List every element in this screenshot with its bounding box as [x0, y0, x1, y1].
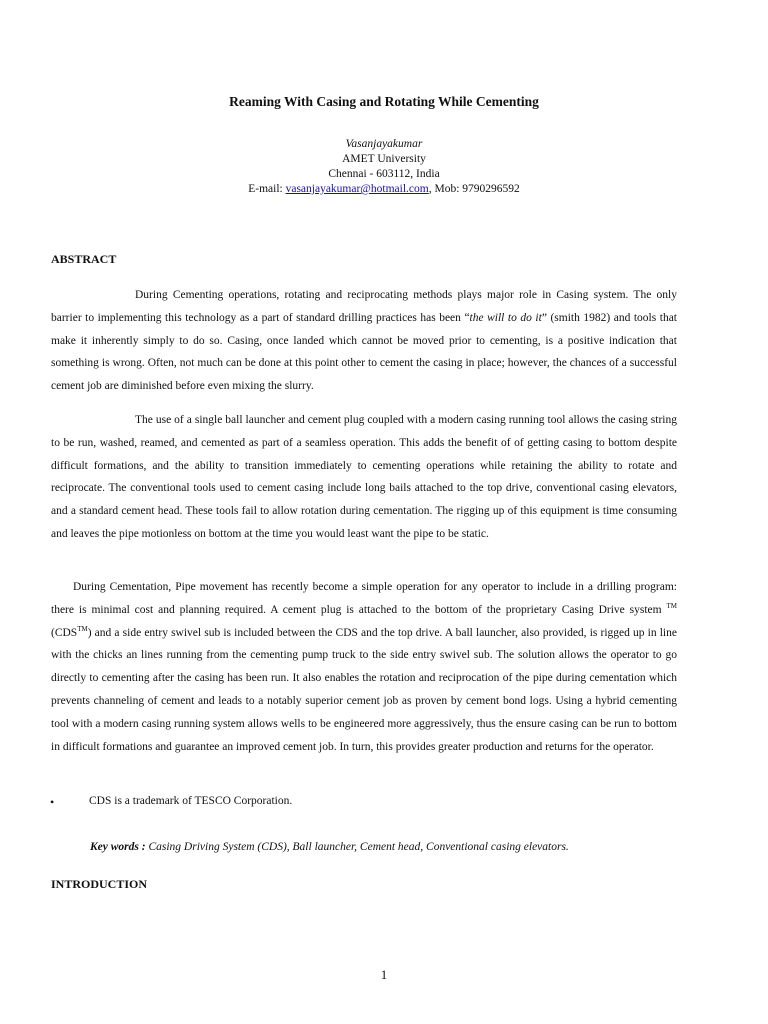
keywords-line [90, 841, 569, 853]
abstract-paragraph-1 [51, 284, 677, 398]
bullet-icon: • [50, 795, 55, 809]
introduction-heading: INTRODUCTION [51, 877, 148, 891]
p1-after: ” (smith 1982) and tools that make it inherently simply to do so. Casing, once landed which cannot be moved prior to cementing, is a positive indication that something is wrong. Often, not much can be done at this point other to cement the casing in place; however, the chances of a successful cement job are diminished before even mixing the slurry. [51, 311, 677, 393]
trademark-superscript: TM [666, 601, 677, 610]
p3-part1: During Cementation, Pipe movement has recently become a simple operation for any operator to include in a drilling program: there is minimal cost and planning required. A cement plug is attached to the bottom of the proprietary Casing Drive system [51, 581, 677, 616]
email-label: E-mail: [248, 183, 286, 195]
p3-part3: ) and a side entry swivel sub is included between the CDS and the top drive. A ball launcher, also provided, is rigged up in line with the chicks an lines running from the cementing pump truck to the side entry swivel sub. The solution allows the operator to go directly to cementing after the casing has been run. It also enables the rotation and reciprocation of the pipe during cementation which prevents channeling of cement and leads to a notably superior cement job as proven by cement bond logs. Using a hybrid cementing tool with a modern casing running system allows wells to be engineered more aggressively, thus the ensure casing can be run to bottom in difficult formations and guarantee an improved cement job. In turn, this provides greater production and returns for the operator. [51, 626, 677, 753]
author-location: Chennai - 603112, India [328, 168, 440, 180]
keywords-text: Casing Driving System (CDS), Ball launcher, Cement head, Conventional casing elevators. [148, 841, 569, 853]
abstract-heading: ABSTRACT [51, 252, 117, 266]
p1-before: During Cementing operations, rotating and reciprocating methods plays major role in Casing system. The only barrier to implementing this technology as a part of standard drilling practices has been “ [51, 289, 677, 324]
abstract-paragraph-2: The use of a single ball launcher and cement plug coupled with a modern casing running tool allows the casing string to be run, washed, reamed, and cemented as part of a seamless operation. This adds the benefit of of getting casing to bottom despite difficult formations, and the ability to transition immediately to cementing operations while retaining the ability to rotate and reciprocate. The conventional tools used to cement casing include long bails attached to the top drive, conventional casing elevators, and a standard cement head. These tools fail to allow rotation during cementation. The rigging up of this equipment is time consuming and leaves the pipe motionless on bottom at the time you would least want the pipe to be static. [51, 414, 677, 540]
mobile-number: , Mob: 9790296592 [428, 183, 520, 195]
page-number: 1 [380, 967, 388, 982]
author-contact [0, 182, 768, 197]
p3-part2: (CDS [51, 626, 78, 639]
author-affiliation: AMET University [342, 153, 426, 165]
bullet-text: CDS is a trademark of TESCO Corporation. [89, 795, 293, 807]
paper-title: Reaming With Casing and Rotating While Cementing [229, 94, 539, 109]
p1-quote: the will to do it [469, 311, 542, 324]
email-link[interactable]: vasanjayakumar@hotmail.com [285, 183, 429, 195]
author-block [0, 137, 768, 197]
keywords-label: Key words : [90, 841, 149, 853]
abstract-paragraph-3 [51, 576, 677, 758]
trademark-superscript: TM [77, 624, 88, 633]
author-name: Vasanjayakumar [345, 138, 423, 150]
